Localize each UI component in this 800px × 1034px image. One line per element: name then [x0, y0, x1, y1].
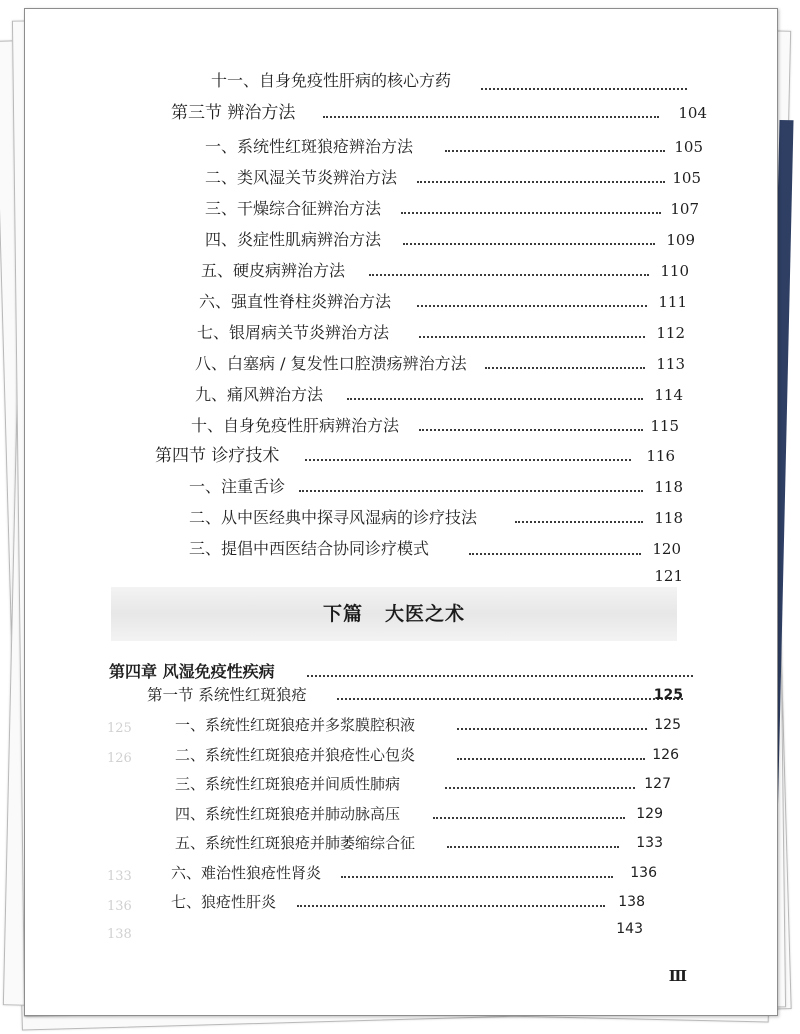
part-heading	[111, 599, 677, 626]
toc-page	[24, 8, 778, 1016]
toc-entry-label: 五、硬皮病辨治方法	[201, 261, 346, 280]
toc-entry	[171, 890, 689, 914]
toc-entry	[171, 917, 689, 941]
toc-entry-label: 二、从中医经典中探寻风湿病的诊疗技法	[189, 508, 478, 527]
toc-entry-label: 九、痛风辨治方法	[195, 385, 324, 404]
dot-leader	[297, 905, 605, 907]
toc-entry-label: 四、炎症性肌病辨治方法	[205, 230, 382, 249]
toc-entry-label: 十一、自身免疫性肝病的核心方药	[211, 71, 452, 90]
page-folio: Ⅲ	[668, 967, 687, 985]
dot-leader	[347, 398, 643, 400]
toc-entry	[195, 352, 689, 376]
dot-leader	[401, 212, 661, 214]
dot-leader	[417, 305, 647, 307]
toc-page-number: 125	[654, 717, 681, 733]
toc-entry-label: 六、难治性狼疮性肾炎	[171, 864, 322, 882]
toc-entry	[195, 383, 689, 407]
toc-entry	[171, 861, 689, 885]
toc-page-number: 109	[666, 231, 695, 249]
toc-page-number: 111	[658, 293, 687, 311]
dot-leader	[305, 459, 631, 461]
toc-entry	[175, 713, 689, 737]
toc-entry-label: 八、白塞病 / 复发性口腔溃疡辨治方法	[195, 354, 467, 373]
dot-leader	[445, 787, 635, 789]
toc-entry-label: 一、注重舌诊	[189, 477, 286, 496]
toc-section-entry	[147, 683, 689, 707]
dot-leader	[457, 728, 647, 730]
dot-leader	[403, 243, 655, 245]
toc-page-number: 127	[644, 776, 671, 792]
dot-leader	[481, 88, 687, 90]
part-title: 大医之术	[385, 603, 466, 625]
toc-page-number: 121	[654, 567, 683, 585]
toc-entry	[189, 564, 689, 588]
toc-chapter-entry	[109, 660, 689, 684]
toc-entry	[205, 228, 695, 252]
toc-entry-label: 三、干燥综合征辨治方法	[205, 199, 382, 218]
toc-entry-label: 四、系统性红斑狼疮并肺动脉高压	[175, 805, 401, 823]
toc-entry-label: 五、系统性红斑狼疮并肺萎缩综合征	[175, 834, 416, 852]
toc-entry	[205, 197, 699, 221]
toc-entry	[175, 831, 689, 855]
dot-leader	[445, 150, 665, 152]
toc-page-number: 118	[654, 509, 683, 527]
bleed-through-text: 133	[107, 869, 132, 884]
toc-page-number: 126	[652, 747, 679, 763]
toc-entry	[197, 321, 689, 345]
toc-page-number: 143	[616, 921, 643, 937]
toc-entry	[175, 743, 689, 767]
toc-entry	[189, 537, 685, 561]
dot-leader	[337, 698, 683, 700]
toc-page-number: 125	[653, 687, 683, 703]
dot-leader	[307, 675, 693, 677]
toc-entry-label: 一、系统性红斑狼疮并多浆膜腔积液	[175, 716, 416, 734]
toc-entry	[175, 772, 689, 796]
dot-leader	[419, 429, 643, 431]
dot-leader	[447, 846, 619, 848]
toc-entry	[191, 414, 691, 438]
dot-leader	[485, 367, 645, 369]
toc-page-number: 116	[646, 447, 675, 465]
bleed-through-text: 136	[107, 899, 132, 914]
toc-page-number: 115	[650, 417, 679, 435]
toc-page-number: 120	[652, 540, 681, 558]
toc-entry-label: 三、提倡中西医结合协同诊疗模式	[189, 539, 430, 558]
toc-entry-label: 一、系统性红斑狼疮辨治方法	[205, 137, 414, 156]
toc-entry-label: 第一节 系统性红斑狼疮	[147, 686, 307, 704]
toc-page-number: 105	[674, 138, 703, 156]
toc-section-entry	[171, 101, 707, 125]
dot-leader	[299, 490, 643, 492]
toc-entry-label: 三、系统性红斑狼疮并间质性肺病	[175, 775, 401, 793]
part-name: 下篇	[322, 603, 363, 625]
toc-page-number: 113	[656, 355, 685, 373]
bleed-through-text: 138	[107, 927, 132, 942]
toc-entry	[211, 69, 687, 93]
toc-page-number: 136	[630, 865, 657, 881]
toc-entry-label: 第四节 诊疗技术	[155, 446, 280, 466]
toc-section-entry	[155, 444, 695, 468]
toc-entry-label: 二、系统性红斑狼疮并狼疮性心包炎	[175, 746, 416, 764]
toc-entry	[201, 259, 693, 283]
dot-leader	[457, 758, 645, 760]
toc-entry-label: 第三节 辨治方法	[171, 103, 296, 123]
toc-entry	[189, 475, 687, 499]
toc-entry-label: 六、强直性脊柱炎辨治方法	[199, 292, 392, 311]
dot-leader	[369, 274, 649, 276]
toc-page-number: 104	[678, 104, 707, 122]
toc-page-number: 112	[656, 324, 685, 342]
toc-entry	[199, 290, 691, 314]
toc-page-number: 133	[636, 835, 663, 851]
toc-page-number: 118	[654, 478, 683, 496]
toc-page-number: 129	[636, 806, 663, 822]
toc-entry-label: 二、类风湿关节炎辨治方法	[205, 168, 398, 187]
toc-entry-label: 七、狼疮性肝炎	[171, 893, 277, 911]
bleed-through-text: 125	[107, 721, 132, 736]
dot-leader	[433, 817, 625, 819]
toc-entry	[205, 135, 703, 159]
toc-page-number: 114	[654, 386, 683, 404]
toc-entry-label: 七、银屑病关节炎辨治方法	[197, 323, 390, 342]
toc-page-number: 138	[618, 894, 645, 910]
toc-entry	[205, 166, 701, 190]
dot-leader	[341, 876, 613, 878]
dot-leader	[417, 181, 665, 183]
bleed-through-text: 126	[107, 751, 132, 766]
dot-leader	[419, 336, 645, 338]
toc-entry-label: 第四章 风湿免疫性疾病	[109, 662, 275, 681]
toc-page-number: 107	[670, 200, 699, 218]
toc-entry-label: 十、自身免疫性肝病辨治方法	[191, 416, 400, 435]
dot-leader	[323, 116, 659, 118]
dot-leader	[469, 553, 641, 555]
toc-entry	[189, 506, 687, 530]
toc-page-number: 110	[660, 262, 689, 280]
toc-page-number: 105	[672, 169, 701, 187]
toc-entry	[175, 802, 689, 826]
dot-leader	[515, 521, 643, 523]
